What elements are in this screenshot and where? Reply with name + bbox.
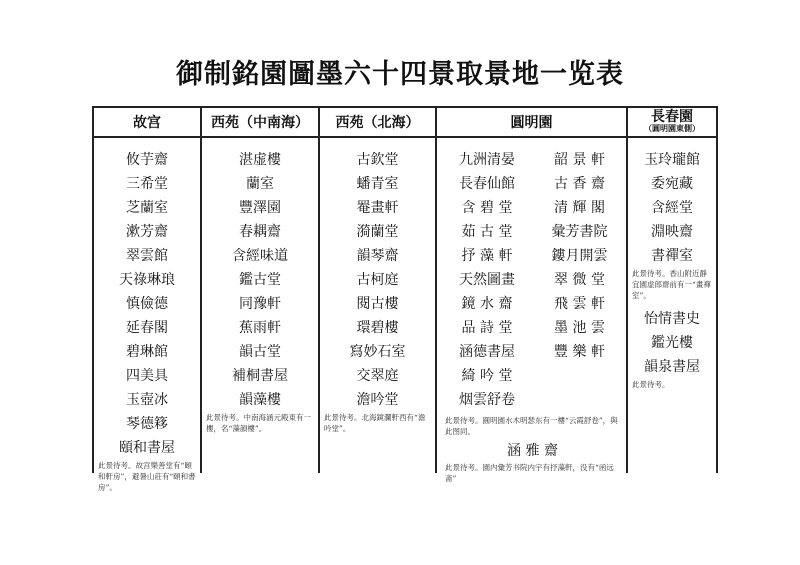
column-header (628, 108, 716, 138)
list-item: 淵映齋 (651, 224, 693, 240)
list-item: 委宛藏 (651, 176, 693, 192)
column-zhongnanhai (202, 108, 318, 473)
note: 此景待考。 (632, 380, 670, 389)
list-item: 綺 吟 堂 (461, 368, 513, 384)
list-item: 蕉雨軒 (239, 320, 281, 336)
list-item: 鏡 水 齋 (461, 296, 513, 312)
list-item: 蟠青室 (356, 176, 399, 192)
list-item: 交翠庭 (356, 368, 399, 384)
list-item: 鑑光樓 (651, 335, 693, 351)
list-item: 芝蘭室 (126, 200, 168, 216)
list-item: 玉玲瓏館 (644, 152, 700, 168)
list-item: 含經堂 (651, 200, 693, 216)
list-item: 彙芳書院 (551, 224, 608, 240)
column-header: 西苑（北海） (320, 108, 435, 138)
list-item: 碧琳館 (126, 344, 168, 360)
divider (716, 108, 718, 473)
list-item: 長春仙館 (459, 176, 515, 192)
list-item: 延春閣 (126, 320, 168, 336)
list-item: 烟雲舒卷 (459, 392, 515, 408)
list-item: 涵 雅 齋 (507, 443, 558, 459)
list-item: 九洲清晏 (459, 152, 515, 168)
list-item: 涵德書屋 (459, 344, 515, 360)
column-beihai (320, 108, 435, 473)
list-item: 玉壺冰 (126, 392, 168, 408)
list-item: 古欽堂 (356, 152, 399, 168)
list-item: 飛 雲 軒 (554, 296, 605, 312)
list-item: 茹 古 堂 (461, 224, 513, 240)
column-header: 西苑（中南海） (202, 108, 318, 138)
list-item: 閱古樓 (356, 296, 399, 312)
list-item: 翠 微 堂 (554, 272, 605, 288)
list-item: 韻古堂 (239, 344, 281, 360)
list-item: 三希堂 (126, 176, 168, 192)
list-item: 攸芋齋 (126, 152, 168, 168)
list-item: 書禪室 (651, 248, 693, 264)
column-header: 圓明園 (437, 108, 626, 138)
list-item: 抒 藻 軒 (461, 248, 513, 264)
list-item: 四美具 (126, 368, 168, 384)
note: 此景待考。中南海涵元殿東有一樓，名“藻韻樓”。 (206, 413, 311, 433)
list-item: 墨 池 雲 (554, 320, 605, 336)
list-item: 慎儉德 (126, 296, 168, 312)
list-item: 韻藻樓 (239, 392, 281, 408)
list-item: 豐澤園 (239, 200, 281, 216)
list-item: 頤和書屋 (119, 440, 175, 456)
note: 此景待考。故宫樂善堂有“頤和軒房”，避暑山莊有“頤和書房”。 (98, 461, 196, 492)
column-header: 故宫 (94, 108, 200, 138)
column-changchunyuan (628, 108, 716, 473)
list-item: 古柯庭 (356, 272, 399, 288)
list-item: 環碧樓 (356, 320, 399, 336)
list-item: 漱芳齋 (126, 224, 168, 240)
list-item: 天祿琳琅 (119, 272, 175, 288)
list-item: 漪蘭堂 (356, 224, 399, 240)
column-palace-museum (94, 108, 200, 492)
list-item: 寫妙石室 (349, 344, 406, 360)
list-item: 韶 景 軒 (554, 152, 605, 168)
note: 此景待考。北海鏡瀾軒西有“澹吟堂”。 (324, 413, 426, 433)
list-item: 豐 樂 軒 (554, 344, 605, 360)
list-item: 含經味道 (232, 248, 288, 264)
list-item: 翠雲館 (126, 248, 168, 264)
column-subtitle: （圓明園東側） (644, 124, 700, 134)
list-item: 怡情書史 (644, 311, 700, 327)
list-item: 琴德簃 (126, 416, 168, 432)
list-item: 含 碧 堂 (461, 200, 513, 216)
page-title: 御制銘園圖墨六十四景取景地一览表 (176, 59, 624, 90)
note: 此景待考。園内彙芳书院内宇有抒藻軒，没有“函远斋” (445, 463, 614, 483)
column-title: 長春園 (651, 108, 693, 125)
list-item: 鏤月開雲 (551, 248, 608, 264)
list-item: 清 輝 閣 (554, 200, 605, 216)
list-item: 韻泉書屋 (644, 359, 700, 375)
list-item: 同豫軒 (239, 296, 281, 312)
list-item: 春耦齋 (239, 224, 281, 240)
list-item: 蘭室 (246, 176, 274, 192)
list-item: 韻琴齋 (356, 248, 399, 264)
list-item: 古 香 齋 (554, 176, 605, 192)
list-item: 天然圖畫 (459, 272, 515, 288)
note: 此景待考。香山附近静宜園虚郎齋前有一“畫禪室”。 (632, 269, 711, 300)
list-item: 品 詩 堂 (461, 320, 513, 336)
list-item: 補桐書屋 (232, 368, 288, 384)
column-yuanmingyuan (437, 108, 626, 483)
list-item: 鑑古堂 (239, 272, 281, 288)
note: 此景待考。圓明園水木明瑟东有一樓“云霞舒卷”，與此图同。 (445, 416, 618, 436)
list-item: 湛虚樓 (239, 152, 281, 168)
list-item: 罨畫軒 (356, 200, 399, 216)
list-item: 澹吟堂 (356, 392, 399, 408)
table (92, 106, 718, 492)
